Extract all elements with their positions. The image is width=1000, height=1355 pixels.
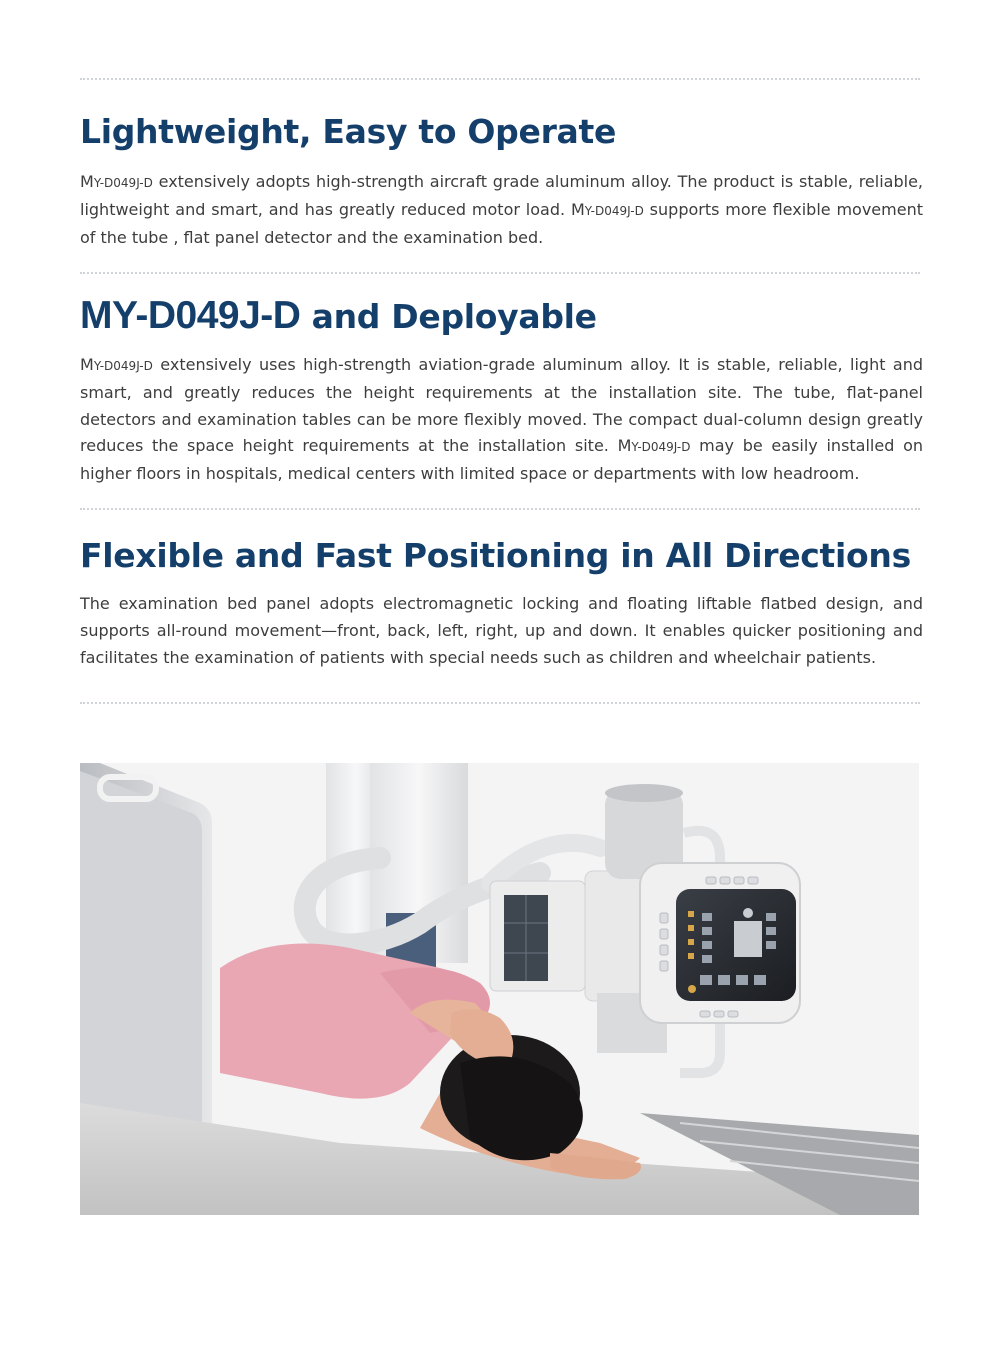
divider-top — [80, 78, 920, 80]
section-2-title — [80, 296, 597, 337]
model-name-small: Y-D049J-D — [631, 440, 691, 455]
divider-3 — [80, 508, 920, 510]
section-2-text-1: extensively uses high-strength aviation-grade aluminum alloy. It is stable, reliable, light and smart, and greatly reduces the height requirements at the installation site. The tube, flat-panel detectors and examination tables can be more flexibly moved. The compact dual-column design greatly reduces the space height requirements at the installation site. — [80, 355, 923, 456]
model-name-prefix: M — [80, 355, 94, 374]
section-2-body — [80, 352, 923, 488]
model-name-small: Y-D049J-D — [93, 176, 153, 190]
detector-panel-face — [80, 771, 202, 1139]
divider-2 — [80, 272, 920, 274]
product-photo — [80, 763, 919, 1215]
section-2-title-model: MY-D049J-D — [80, 294, 301, 337]
model-name-prefix: M — [570, 199, 585, 219]
section-2-title-rest: and Deployable — [300, 297, 597, 336]
section-1-body — [80, 169, 923, 251]
divider-4 — [80, 702, 920, 704]
model-name-small: Y-D049J-D — [584, 203, 644, 218]
section-1-title: Lightweight, Easy to Operate — [80, 112, 617, 151]
section-3-title: Flexible and Fast Positioning in All Directions — [80, 536, 911, 575]
section-2-text-2: may be easily installed on higher floors in hospitals, medical centers with limited space or departments with low headroom. — [80, 436, 924, 484]
model-name-small: Y-D049J-D — [93, 359, 153, 373]
model-name-prefix: M — [617, 436, 632, 456]
xray-patient-illustration — [80, 763, 919, 1215]
section-1-text-2: supports more flexible movement of the tube , flat panel detector and the examination bed. — [80, 199, 923, 247]
model-name-prefix: M — [80, 172, 94, 191]
section-3-body: The examination bed panel adopts electromagnetic locking and floating liftable flatbed design, and supports all-round movement—front, back, left, right, up and down. It enables quicker positioning and facilitates the examination of patients with special needs such as children and wheelchair patients. — [80, 594, 923, 667]
section-1-text-1: extensively adopts high-strength aircraft grade aluminum alloy. The product is stable, reliable, lightweight and smart, and has greatly reduced motor load. — [80, 172, 923, 219]
